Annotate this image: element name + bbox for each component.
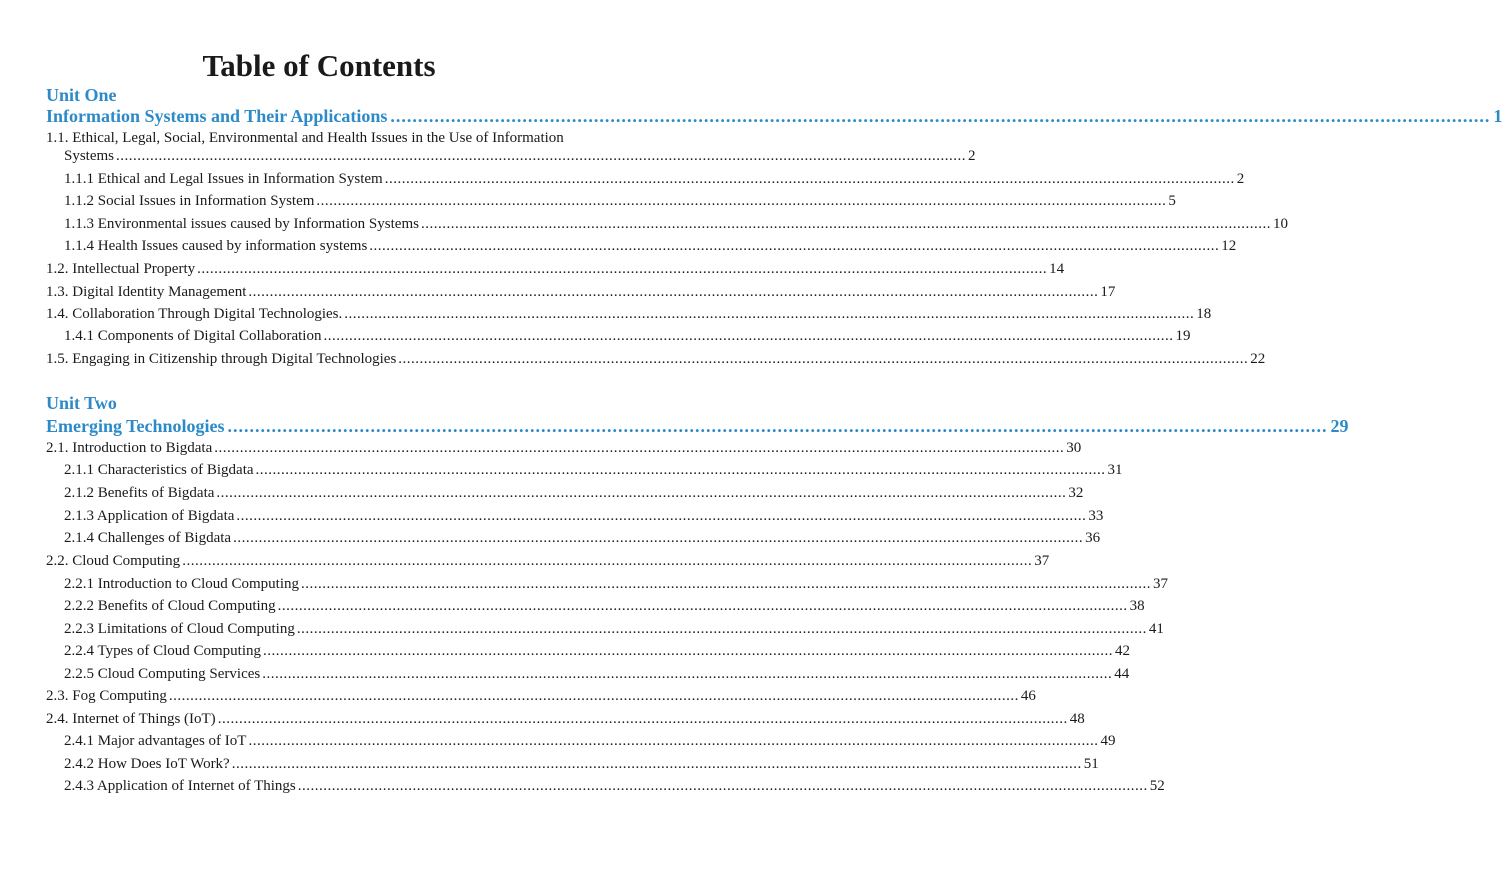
leader-dots: ........................................................................................................................................................................................................ [248,284,1099,300]
leader-dots: ........................................................................................................................................................................................................ [369,238,1220,254]
toc-entry [64,596,1145,616]
unit-heading-text: Information Systems and Their Applications [46,106,388,126]
entry-page: 41 [1148,621,1164,637]
entry-page: 37 [1034,553,1050,569]
entry-text: 2.4.2 How Does IoT Work? [64,756,230,772]
toc-entry [46,686,1036,706]
leader-dots: ........................................................................................................................................................................................................ [316,193,1167,209]
toc-entry [64,574,1168,594]
leader-dots: ........................................................................................................................................................................................................ [296,621,1147,637]
entry-page: 12 [1221,238,1237,254]
leader-dots: ........................................................................................................................................................................................................ [248,733,1099,749]
entry-text: 2.1. Introduction to Bigdata [46,440,213,456]
toc-entry [46,349,1266,369]
toc-entry-1-1 [64,146,976,166]
toc-entry [64,214,1288,234]
leader-dots: ........................................................................................................................................................................................................ [197,261,1048,277]
entry-page: 48 [1069,711,1085,727]
toc-entry [64,236,1237,256]
entry-text: 2.1.4 Challenges of Bigdata [64,530,232,546]
entry-page: 42 [1115,643,1131,659]
leader-dots: ........................................................................................................................................................................................................ [301,576,1151,592]
toc-entry [64,776,1165,796]
page-title: Table of Contents [202,48,436,83]
leader-dots: ........................................................................................................................................................................................................ [233,530,1084,546]
toc-entry [64,641,1131,661]
leader-dots: ........................................................................................................................................................................................................ [214,440,1065,456]
entry-page: 18 [1196,306,1212,322]
toc-entry [64,664,1130,684]
leader-dots: ........................................................................................................................................................................................................ [420,216,1271,232]
entry-text: 2.4.1 Major advantages of IoT [64,733,247,749]
entry-text: 2.3. Fog Computing [46,688,167,704]
entry-page: 38 [1129,598,1145,614]
toc-entry [46,551,1050,571]
leader-dots: ........................................................................................................................................................................................................ [255,462,1106,478]
unit-one-heading [46,104,1502,128]
unit-two-label: Unit Two [46,393,117,413]
toc-entry [64,731,1116,751]
toc-entry [64,506,1104,526]
leader-dots: ........................................................................................................................................................................................................ [277,598,1128,614]
leader-dots: ........................................................................................................................................................................................................ [390,106,1491,126]
toc-entry [64,326,1191,346]
entry-page: 44 [1114,666,1130,682]
leader-dots: ........................................................................................................................................................................................................ [297,778,1148,794]
entry-text: 1.4. Collaboration Through Digital Technologies. [46,306,343,322]
entry-text: 1.2. Intellectual Property [46,261,196,277]
leader-dots: ........................................................................................................................................................................................................ [217,711,1068,727]
toc-entry [46,438,1082,458]
entry-page: 46 [1020,688,1036,704]
toc-entry [46,259,1065,279]
entry-page: 22 [1250,351,1266,367]
toc-entry [46,282,1116,302]
entry-text: 1.4.1 Components of Digital Collaboration [64,328,322,344]
leader-dots: ........................................................................................................................................................................................................ [182,553,1033,569]
entry-text: 2.4. Internet of Things (IoT) [46,711,216,727]
entry-text: 1.1.4 Health Issues caused by information systems [64,238,368,254]
entry-page: 10 [1272,216,1288,232]
entry-page: 14 [1049,261,1065,277]
leader-dots: ........................................................................................................................................................................................................ [344,306,1195,322]
entry-text: 2.4.3 Application of Internet of Things [64,778,296,794]
entry-page: 36 [1085,530,1101,546]
entry-text: 1.1.3 Environmental issues caused by Information Systems [64,216,419,232]
entry-page: 5 [1168,193,1176,209]
entry-text: 2.2.5 Cloud Computing Services [64,666,261,682]
leader-dots: ........................................................................................................................................................................................................ [262,666,1113,682]
leader-dots: ........................................................................................................................................................................................................ [236,508,1087,524]
leader-dots: ........................................................................................................................................................................................................ [168,688,1019,704]
toc-entry [64,483,1084,503]
entry-page: 49 [1100,733,1116,749]
toc-entry [64,169,1245,189]
entry-page: 52 [1149,778,1165,794]
toc-entry [64,460,1123,480]
entry-text: 2.2.2 Benefits of Cloud Computing [64,598,276,614]
entry-text: 2.1.1 Characteristics of Bigdata [64,462,254,478]
entry-text: 1.5. Engaging in Citizenship through Digital Technologies [46,351,397,367]
unit-heading-text: Emerging Technologies [46,416,225,436]
entry-text: 1.3. Digital Identity Management [46,284,247,300]
entry-text: 1.1.1 Ethical and Legal Issues in Information System [64,171,383,187]
toc-entry [46,709,1085,729]
leader-dots: ........................................................................................................................................................................................................ [323,328,1174,344]
entry-text: 2.2.3 Limitations of Cloud Computing [64,621,295,637]
entry-page: 19 [1175,328,1191,344]
toc-entry [64,191,1176,211]
toc-entry [64,754,1099,774]
leader-dots: ........................................................................................................................................................................................................ [227,416,1328,436]
entry-text: 2.1.2 Benefits of Bigdata [64,485,215,501]
entry-page: 17 [1100,284,1116,300]
unit-two-heading [46,414,1349,438]
leader-dots: ........................................................................................................................................................................................................ [116,148,967,164]
toc-entry-1-1-line1: 1.1. Ethical, Legal, Social, Environmental and Health Issues in the Use of Information [46,130,564,146]
toc-entry [46,304,1212,324]
unit-one-label: Unit One [46,85,117,105]
entry-text: 1.1.2 Social Issues in Information System [64,193,315,209]
entry-page: 2 [968,148,976,164]
entry-page: 2 [1236,171,1245,187]
entry-text: 2.1.3 Application of Bigdata [64,508,235,524]
entry-page: 30 [1066,440,1082,456]
toc-entry [64,528,1101,548]
entry-page: 32 [1068,485,1084,501]
entry-text: 2.2. Cloud Computing [46,553,181,569]
entry-text: Systems [64,148,115,164]
entry-page: 31 [1107,462,1123,478]
unit-heading-page: 29 [1330,416,1349,436]
unit-heading-page: 1 [1493,106,1502,126]
entry-page: 33 [1088,508,1104,524]
entry-text: 2.2.4 Types of Cloud Computing [64,643,262,659]
leader-dots: ........................................................................................................................................................................................................ [263,643,1114,659]
entry-page: 37 [1153,576,1168,592]
leader-dots: ........................................................................................................................................................................................................ [216,485,1067,501]
entry-text: 2.2.1 Introduction to Cloud Computing [64,576,299,592]
leader-dots: ........................................................................................................................................................................................................ [384,171,1235,187]
entry-page: 51 [1083,756,1099,772]
leader-dots: ........................................................................................................................................................................................................ [398,351,1249,367]
leader-dots: ........................................................................................................................................................................................................ [231,756,1082,772]
toc-entry [64,619,1164,639]
